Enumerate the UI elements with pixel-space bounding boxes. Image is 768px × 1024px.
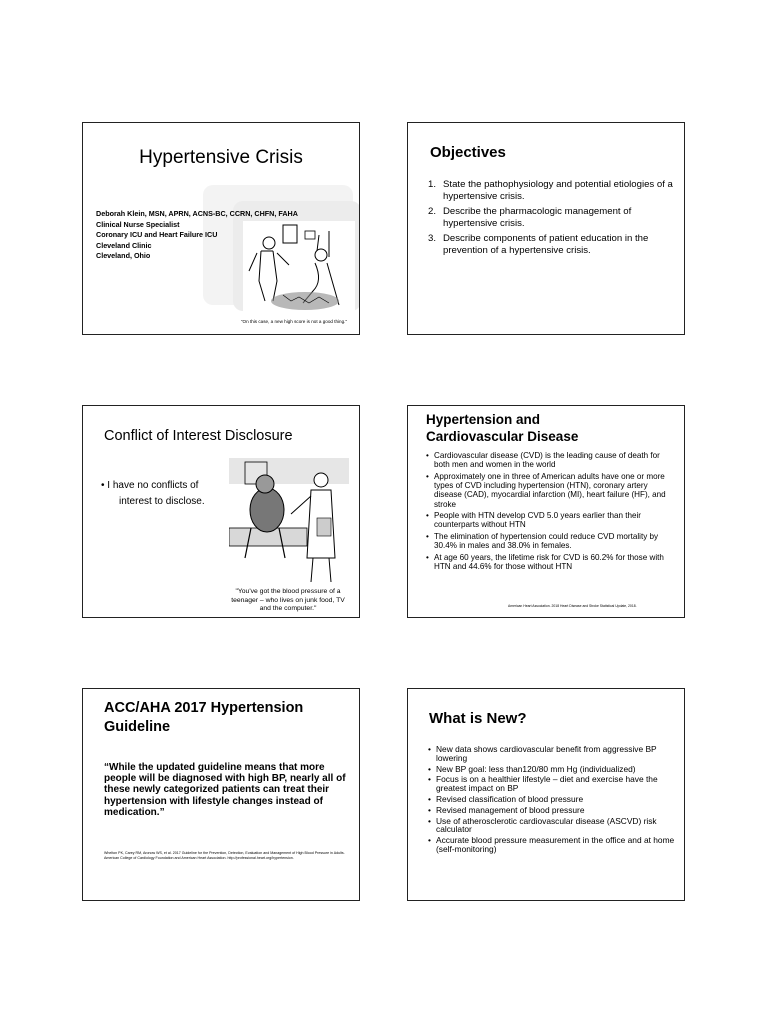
list-item xyxy=(428,206,673,229)
slide-title-text: What is New? xyxy=(429,710,527,727)
list-text: Revised management of blood pressure xyxy=(436,804,585,815)
author-line: Coronary ICU and Heart Failure ICU xyxy=(96,230,218,239)
slide-conflict-of-interest xyxy=(82,405,360,618)
cvd-facts-list xyxy=(426,451,676,574)
list-number: 3. xyxy=(428,233,437,244)
list-text: Focus is on a healthier lifestyle – diet and exercise have the greatest impact on BP xyxy=(436,774,658,794)
list-text: Use of atherosclerotic cardiovascular disease (ASCVD) risk calculator xyxy=(436,815,657,835)
list-item: • New data shows cardiovascular benefit from aggressive BP lowering xyxy=(428,744,657,763)
author-line: Cleveland Clinic xyxy=(96,240,152,250)
list-text: Describe components of patient education in the prevention of a hypertensive crisis. xyxy=(443,233,649,256)
disclosure-line: interest to disclose. xyxy=(119,496,205,507)
list-text: Revised classification of blood pressure xyxy=(436,793,584,804)
list-text: State the pathophysiology and potential etiologies of a hypertensive crisis. xyxy=(443,179,673,202)
list-item: • People with HTN develop CVD 5.0 years earlier than their counterparts without HTN xyxy=(426,511,641,530)
list-text: Approximately one in three of American adults have one or more types of CVD including hypertension (HTN), coronary artery disease (CAD), myocardial infarction (MI), heart failure (HF), and stroke xyxy=(434,471,666,509)
whats-new-list xyxy=(428,745,678,856)
slide-hypertension-cvd xyxy=(407,405,685,618)
list-item xyxy=(428,233,673,256)
list-number: 2. xyxy=(428,206,437,217)
doctor-patient-cartoon-icon xyxy=(243,221,355,317)
list-item: • Cardiovascular disease (CVD) is the leading cause of death for both men and women in the world xyxy=(426,451,660,470)
list-item xyxy=(428,179,673,202)
list-item: • The elimination of hypertension could reduce CVD mortality by 30.4% in males and 38.0% in females. xyxy=(426,532,659,551)
slide-title xyxy=(82,122,360,335)
author-line: Deborah Klein, MSN, APRN, ACNS-BC, CCRN, CHFN, FAHA xyxy=(96,209,298,218)
title-line: Guideline xyxy=(104,719,171,735)
list-text: At age 60 years, the lifetime risk for CVD is 60.2% for those with HTN and 44.6% for those without HTN xyxy=(434,553,664,572)
bullet: • xyxy=(101,480,105,491)
slide-what-is-new xyxy=(407,688,685,901)
cartoon-caption: "On this case, a new high score is not a good thing." xyxy=(240,319,348,324)
list-item: • Revised classification of blood pressure xyxy=(428,793,584,804)
slide-title-text xyxy=(104,699,303,737)
list-text: Describe the pharmacologic management of hypertensive crisis. xyxy=(443,206,632,229)
list-item: • Approximately one in three of American adults have one or more types of CVD including hypertension (HTN), coronary artery disease (CAD), myocardial infarction (MI), heart failure (HF), and stroke xyxy=(426,471,666,509)
list-number: 1. xyxy=(428,179,437,190)
title-line: Cardiovascular Disease xyxy=(426,429,579,444)
list-item: • New BP goal: less than120/80 mm Hg (individualized) xyxy=(428,763,636,774)
list-item: • Revised management of blood pressure xyxy=(428,804,585,815)
cartoon-caption: "You've got the blood pressure of a teenager – who lives on junk food, TV and the computer." xyxy=(231,588,345,613)
source-citation: American Heart Association. 2018 Heart Disease and Stroke Statistical Update, 2018. xyxy=(508,604,637,608)
list-text: New BP goal: less than120/80 mm Hg (individualized) xyxy=(436,763,636,774)
slide-title-text: Conflict of Interest Disclosure xyxy=(104,428,293,444)
title-line: Hypertension and xyxy=(426,412,541,427)
list-item: • Use of atherosclerotic cardiovascular disease (ASCVD) risk calculator xyxy=(428,815,657,835)
guideline-quote: “While the updated guideline means that more people will be diagnosed with high BP, nearly all of these newly categorized patients can treat their hypertension with lifestyle changes instead of medication.” xyxy=(104,762,346,818)
source-citation: Whelton PK, Carey RM, Aronow WS, et al. 2017 Guideline for the Prevention, Detection, Evaluation and Management of High Blood Pressure in Adults. American College of Cardiology Foundation and American Heart Association. http://professional.heart.org/hypertension. xyxy=(104,851,345,860)
list-text: The elimination of hypertension could reduce CVD mortality by 30.4% in males and 38.0% in females. xyxy=(434,532,659,551)
author-line: Clinical Nurse Specialist xyxy=(96,219,180,229)
disclosure-text xyxy=(101,478,205,510)
author-line: Cleveland, Ohio xyxy=(96,251,151,260)
doctor-patient-cartoon-icon xyxy=(229,458,349,586)
slide-title-text xyxy=(426,411,578,445)
list-text: Cardiovascular disease (CVD) is the leading cause of death for both men and women in the world xyxy=(434,451,660,470)
list-item: • Accurate blood pressure measurement in the office and at home (self-monitoring) xyxy=(428,835,675,854)
list-text: People with HTN develop CVD 5.0 years earlier than their counterparts without HTN xyxy=(434,511,641,530)
slide-title-text: Objectives xyxy=(430,144,506,161)
title-line: ACC/AHA 2017 Hypertension xyxy=(104,700,304,716)
list-item: • Focus is on a healthier lifestyle – diet and exercise have the greatest impact on BP xyxy=(428,774,658,794)
disclosure-line: I have no conflicts of xyxy=(107,480,199,491)
list-text: New data shows cardiovascular benefit from aggressive BP lowering xyxy=(436,744,657,763)
slide-title-text: Hypertensive Crisis xyxy=(139,147,303,168)
slide-guideline xyxy=(82,688,360,901)
list-item: • At age 60 years, the lifetime risk for CVD is 60.2% for those with HTN and 44.6% for those without HTN xyxy=(426,553,664,572)
slide-objectives xyxy=(407,122,685,335)
list-text: Accurate blood pressure measurement in the office and at home (self-monitoring) xyxy=(436,835,675,854)
objectives-list xyxy=(428,179,673,260)
